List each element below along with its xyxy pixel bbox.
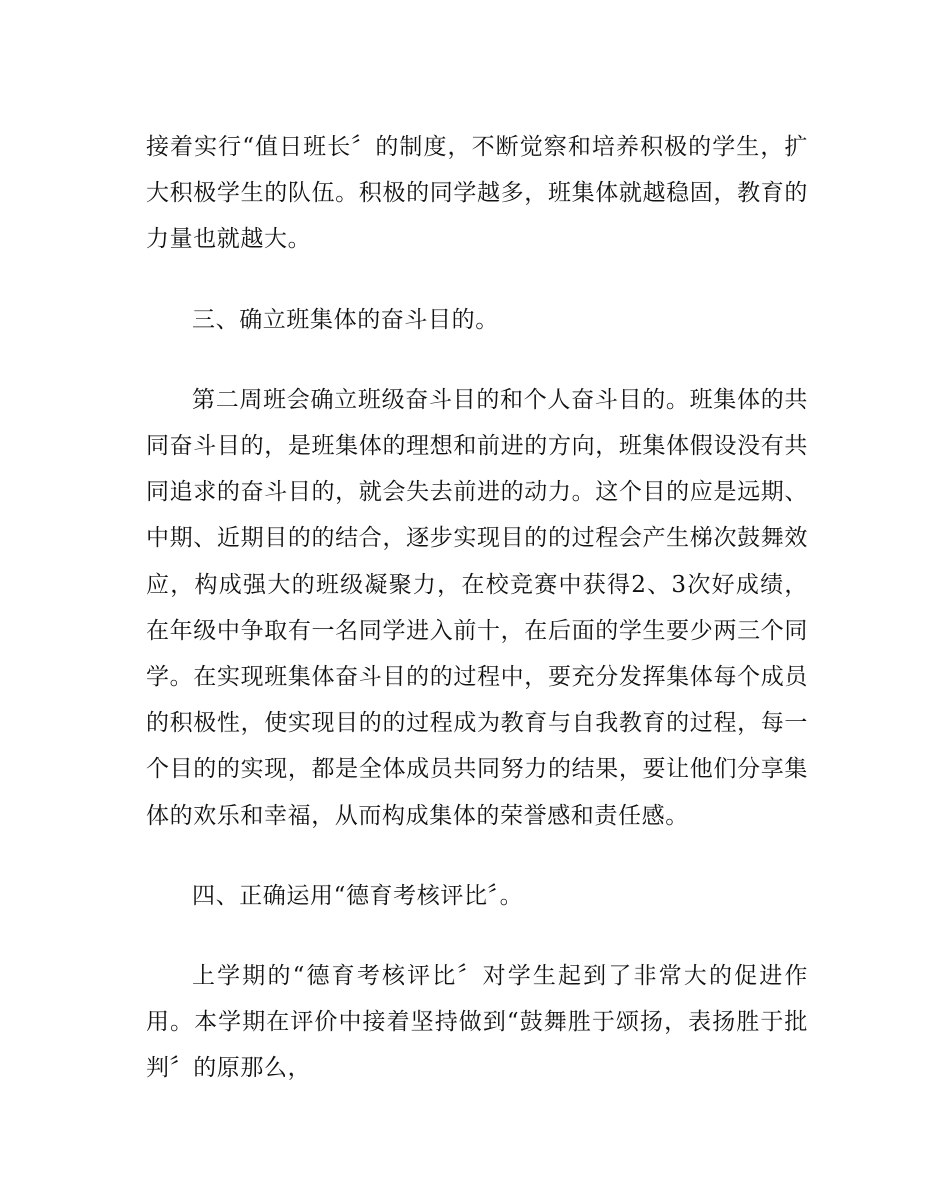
heading-section-three: 三、确立班集体的奋斗目的。 bbox=[192, 306, 499, 333]
heading-section-four: 四、正确运用“德育考核评比〞。 bbox=[192, 882, 524, 909]
paragraph-class-goals: 第二周班会确立班级奋斗目的和个人奋斗目的。班集体的共同奋斗目的，是班集体的理想和前进的方向，班集体假设没有共同追求的奋斗目的，就会失去前进的动力。这个目的应是远期、中期、近期目的的结合，逐步实现目的的过程会产生梯次鼓舞效应，构成强大的班级凝聚力，在校竞赛中获得2、3次好成绩，在年级中争取有一名同学进入前十，在后面的学生要少两三个同学。在实现班集体奋斗目的的过程中，要充分发挥集体每个成员的积极性，使实现目的的过程成为教育与自我教育的过程，每一个目的的实现，都是全体成员共同努力的结果，要让他们分享集体的欢乐和幸福，从而构成集体的荣誉感和责任感。 bbox=[146, 386, 808, 829]
paragraph-class-monitor-system: 接着实行“值日班长〞的制度，不断觉察和培养积极的学生，扩大积极学生的队伍。积极的同学越多，班集体就越稳固，教育的力量也就越大。 bbox=[146, 134, 808, 253]
paragraph-moral-evaluation: 上学期的“德育考核评比〞对学生起到了非常大的促进作用。本学期在评价中接着坚持做到“鼓舞胜于颂扬，表扬胜于批判〞的原那么， bbox=[146, 963, 808, 1082]
document-body bbox=[146, 124, 808, 1092]
